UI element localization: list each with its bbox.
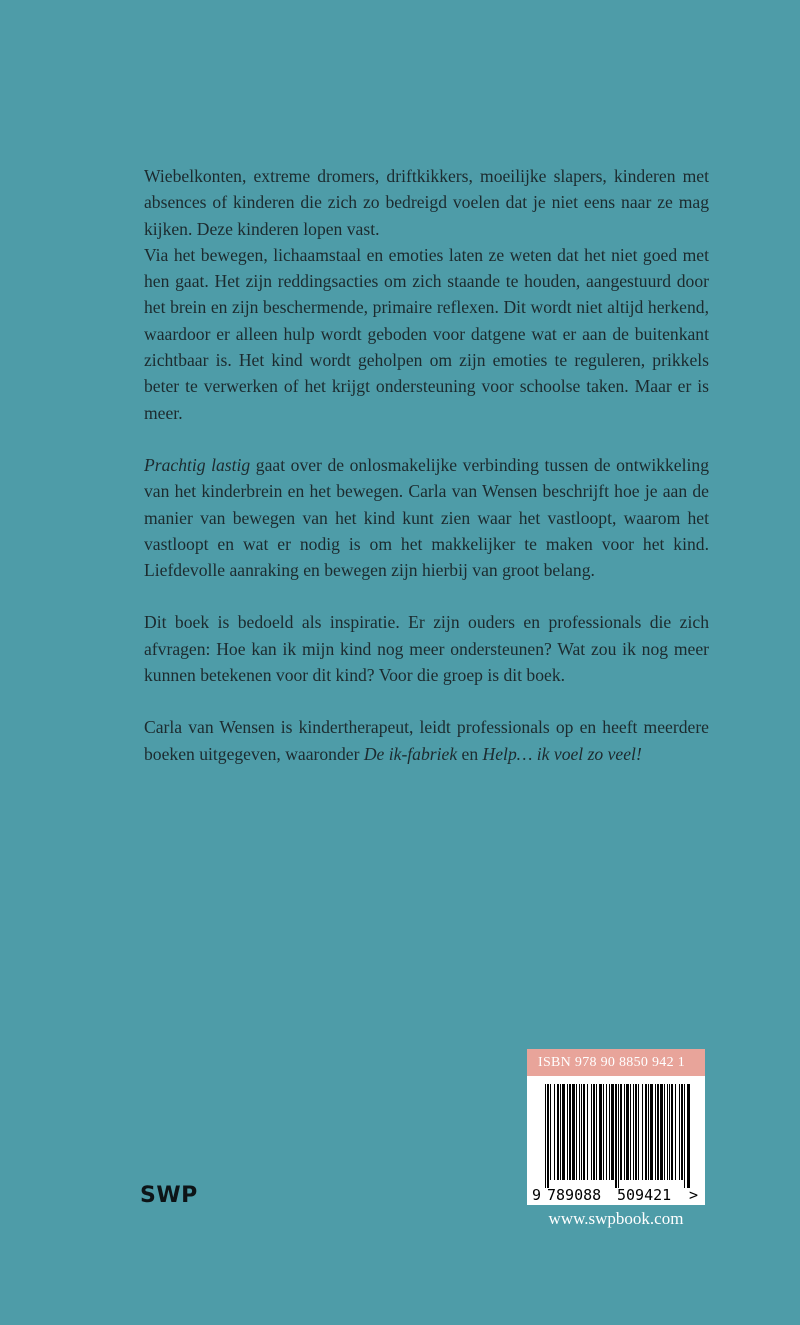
barcode-bar: [655, 1084, 656, 1180]
barcode-bar: [606, 1084, 607, 1180]
barcode-bar: [562, 1084, 565, 1180]
barcode-bar: [684, 1084, 685, 1188]
barcode-bar: [657, 1084, 659, 1180]
barcode-bar: [599, 1084, 602, 1180]
barcode-bar: [576, 1084, 577, 1180]
barcode-bar: [624, 1084, 625, 1180]
blurb-paragraph-4: Dit boek is bedoeld als inspiratie. Er zijn ouders en professionals die zich afvragen: Hoe kan ik mijn kind nog meer ondersteunen? Wat zou ik nog meer kunnen betekenen voor dit kind? Voor die groep is dit boek.: [144, 612, 709, 686]
barcode-bar: [650, 1084, 653, 1180]
barcode-bar: [675, 1084, 676, 1180]
barcode-bar: [583, 1084, 585, 1180]
barcode-bar: [669, 1084, 670, 1180]
author-bio: [144, 714, 709, 767]
blurb-paragraph-1: Wiebelkonten, extreme dromers, driftkikkers, moeilijke slapers, kinderen met absences of kinderen die zich zo bedreigd voelen dat je niet eens naar ze mag kijken. Deze kinderen lopen vast.: [144, 166, 709, 239]
barcode-bar: [593, 1084, 595, 1180]
barcode-first-digit: 9: [532, 1186, 542, 1204]
barcode-bar: [681, 1084, 683, 1180]
barcode-bar: [626, 1084, 629, 1180]
barcode-bar: [645, 1084, 647, 1180]
publisher-website: www.swpbook.com: [548, 1209, 684, 1228]
book-title-italic: Prachtig lastig: [144, 454, 251, 475]
barcode-bar: [679, 1084, 680, 1180]
barcode-bar: [648, 1084, 649, 1180]
barcode-bar: [664, 1084, 665, 1180]
barcode-bar: [547, 1084, 549, 1188]
barcode-bar: [550, 1084, 551, 1180]
author-bio-text-a: Carla van Wensen is kindertherapeut, leidt professionals op en heeft meerdere boeken uitgegeven, waaronder: [144, 717, 709, 764]
barcode-bar: [630, 1084, 631, 1180]
barcode-bar: [545, 1084, 546, 1188]
barcode-graphic: [527, 1076, 705, 1205]
barcode-bar: [557, 1084, 559, 1180]
barcode-bar: [642, 1084, 643, 1180]
barcode-bar: [618, 1084, 619, 1188]
barcode-bar: [671, 1084, 673, 1180]
barcode-bar: [569, 1084, 571, 1180]
barcode-bar: [554, 1084, 555, 1180]
author-bio-text-b: en: [457, 743, 483, 764]
barcode-bar: [603, 1084, 604, 1180]
barcode-bar: [615, 1084, 617, 1188]
barcode-bar: [611, 1084, 614, 1180]
isbn-label: ISBN 978 90 8850 942 1: [527, 1049, 705, 1076]
barcode-group-left: 789088: [547, 1186, 602, 1204]
barcode-bar: [635, 1084, 637, 1180]
barcode-bar: [581, 1084, 582, 1180]
barcode-bar: [633, 1084, 634, 1180]
barcode-bar: [560, 1084, 561, 1180]
other-book-title-2: Help… ik voel zo veel!: [482, 743, 642, 764]
barcode-bar: [596, 1084, 597, 1180]
barcode: [527, 1076, 705, 1205]
blurb-paragraph-3: [144, 452, 709, 583]
barcode-bar: [591, 1084, 592, 1180]
barcode-group-right: 509421: [617, 1186, 672, 1204]
barcode-bar: [687, 1084, 690, 1188]
barcode-bar: [638, 1084, 639, 1180]
barcode-bar: [587, 1084, 588, 1180]
back-cover-blurb: [144, 163, 709, 767]
barcode-bar: [609, 1084, 610, 1180]
barcode-arrow: >: [689, 1186, 699, 1204]
barcode-bar: [660, 1084, 663, 1180]
barcode-bar: [620, 1084, 622, 1180]
blurb-paragraph-3-text: gaat over de onlosmakelijke verbinding tussen de ontwikkeling van het kinderbrein en het bewegen. Carla van Wensen beschrijft hoe je aan de manier van bewegen van het kind kunt zien waar het vastloopt, waarom het vastloopt en wat er nodig is om het makkelijker te maken voor het kind. Liefdevolle aanraking en bewegen zijn hierbij van groot belang.: [144, 454, 709, 581]
barcode-bar: [572, 1084, 575, 1180]
blurb-paragraph-2: Via het bewegen, lichaamstaal en emoties laten ze weten dat het niet goed met hen gaat. Het zijn reddingsacties om zich staande te houden, aangestuurd door het brein en zijn beschermende, primaire reflexen. Dit wordt niet altijd herkend, waardoor er alleen hulp wordt geboden voor datgene wat er aan de buitenkant zichtbaar is. Het kind wordt geholpen om zijn emoties te reguleren, prikkels beter te verwerken of het krijgt ondersteuning voor schoolse taken. Maar er is meer.: [144, 244, 709, 423]
barcode-bar: [667, 1084, 668, 1180]
other-book-title-1: De ik-fabriek: [363, 743, 458, 764]
barcode-bar: [567, 1084, 568, 1180]
barcode-bar: [579, 1084, 580, 1180]
publisher-logo: SWP: [140, 1183, 198, 1208]
